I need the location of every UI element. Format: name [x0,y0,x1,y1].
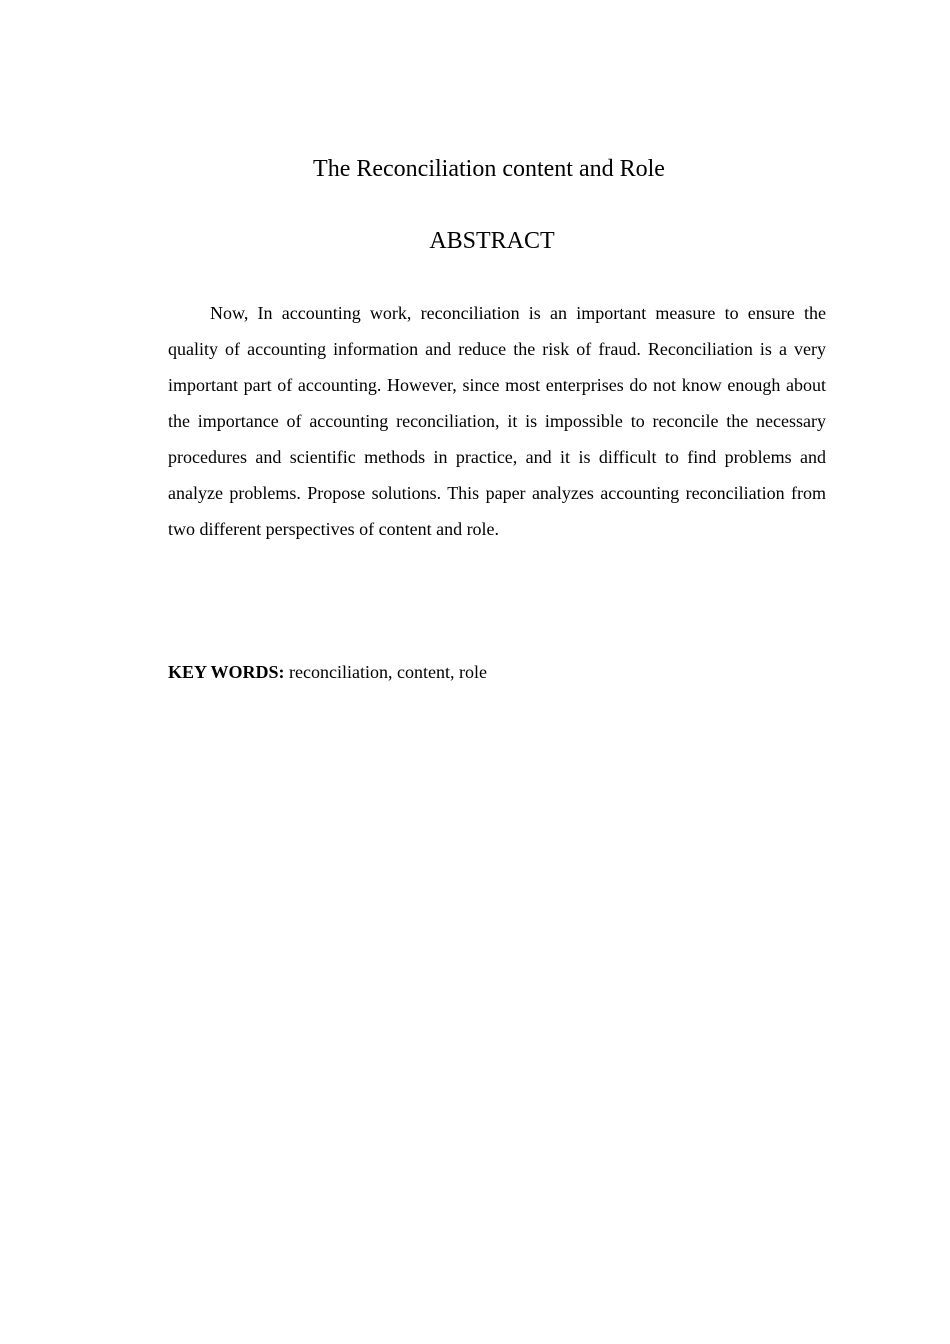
keywords-text: reconciliation, content, role [284,662,487,682]
keywords-line [168,656,826,688]
abstract-paragraph: Now, In accounting work, reconciliation is an important measure to ensure the quality of accounting information and reduce the risk of fraud. Reconciliation is a very important part of accounting. However, since most enterprises do not know enough about the importance of accounting reconciliation, it is impossible to reconcile the necessary procedures and scientific methods in practice, and it is difficult to find problems and analyze problems. Propose solutions. This paper analyzes accounting reconciliation from two different perspectives of content and role. [168,303,826,539]
keywords-label: KEY WORDS: [168,662,285,682]
abstract-heading: ABSTRACT [429,228,555,254]
document-title: The Reconciliation content and Role [313,156,665,182]
